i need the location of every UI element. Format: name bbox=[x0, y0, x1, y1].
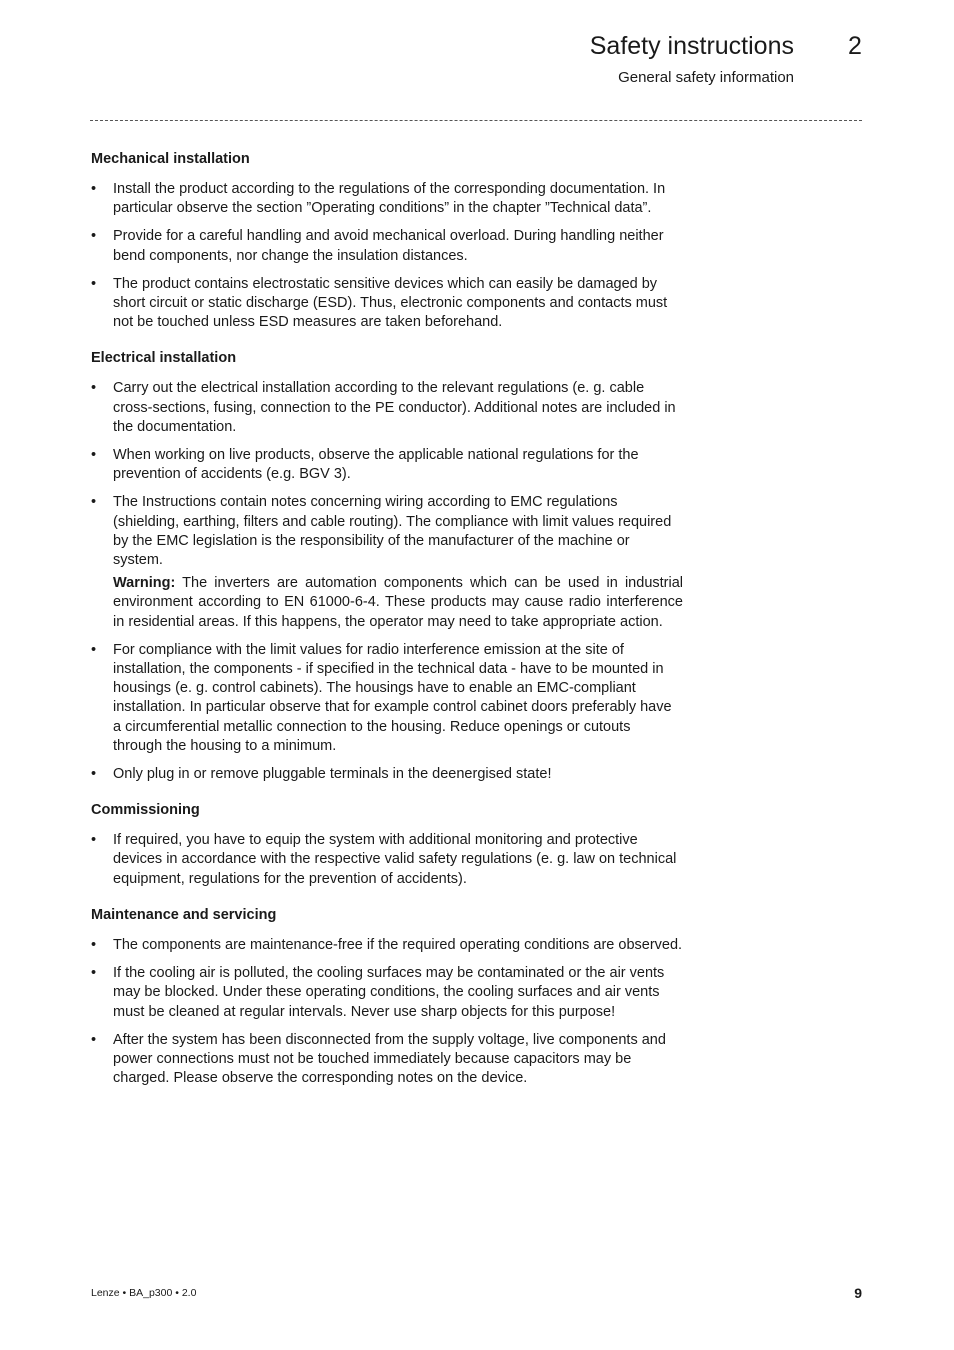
list-item bbox=[91, 180, 683, 218]
list-item bbox=[91, 641, 683, 756]
list-item bbox=[91, 446, 683, 484]
bullet-icon: • bbox=[91, 228, 97, 245]
list-item bbox=[91, 765, 683, 784]
section-electrical-installation bbox=[91, 349, 683, 784]
list-item bbox=[91, 379, 683, 437]
bullet-icon: • bbox=[91, 380, 97, 397]
bullet-list bbox=[91, 831, 683, 889]
list-item-text: If the cooling air is polluted, the cooling surfaces may be contaminated or the air vents may be blocked. Under these operating conditions, the cooling surfaces and air vents must be cleaned at regular intervals. Never use sharp objects for this purpose! bbox=[113, 965, 665, 1020]
section-subtitle: General safety information bbox=[618, 69, 794, 86]
footer-document-info: Lenze • BA_p300 • 2.0 bbox=[91, 1287, 197, 1299]
list-item-text: Only plug in or remove pluggable terminals in the deenergised state! bbox=[113, 766, 552, 783]
main-content bbox=[91, 150, 683, 1105]
section-heading: Mechanical installation bbox=[91, 151, 250, 167]
bullet-icon: • bbox=[91, 447, 97, 464]
section-heading: Maintenance and servicing bbox=[91, 906, 277, 923]
bullet-icon: • bbox=[91, 181, 97, 197]
bullet-list bbox=[91, 379, 683, 784]
list-item bbox=[91, 227, 683, 265]
list-item bbox=[91, 493, 683, 631]
warning-text: The inverters are automation components which can be used in industrial environment according to EN 61000-6-4. These products may cause radio interference in residential areas. If this happens, the operator may need to take appropriate action. bbox=[113, 575, 683, 630]
bullet-icon: • bbox=[91, 494, 97, 511]
chapter-number: 2 bbox=[848, 32, 862, 60]
bullet-list bbox=[91, 936, 683, 1088]
bullet-icon: • bbox=[91, 766, 97, 783]
list-item-text: Carry out the electrical installation according to the relevant regulations (e. g. cable cross-sections, fusing, connection to the PE conductor). Additional notes are included in the documentation. bbox=[113, 380, 676, 435]
section-maintenance-and-servicing bbox=[91, 906, 683, 1088]
list-item-text: Install the product according to the regulations of the corresponding documentation. In particular observe the section ”Operating conditions” in the chapter ”Technical data”. bbox=[113, 181, 666, 217]
list-item-text: The product contains electrostatic sensitive devices which can easily be damaged by short circuit or static discharge (ESD). Thus, electronic components and contacts must not be touched unless ESD measures are taken beforehand. bbox=[113, 275, 668, 331]
bullet-icon: • bbox=[91, 936, 97, 953]
bullet-icon: • bbox=[91, 832, 97, 849]
section-heading: Commissioning bbox=[91, 802, 200, 819]
section-mechanical-installation bbox=[91, 150, 683, 332]
bullet-icon: • bbox=[91, 641, 97, 658]
list-item-text: Provide for a careful handling and avoid mechanical overload. During handling neither bend components, nor change the insulation distances. bbox=[113, 228, 664, 264]
list-item-text: For compliance with the limit values for radio interference emission at the site of installation, the components - if specified in the technical data - have to be mounted in housings (e. g. control cabinets). The housings have to enable an EMC-compliant installation. In particular observe that for example control cabinet doors preferably have a circumferential metallic connection to the housing. Reduce openings or cutouts through the housing to a minimum. bbox=[113, 641, 672, 754]
chapter-title: Safety instructions bbox=[589, 32, 794, 60]
list-item bbox=[91, 275, 683, 333]
list-item bbox=[91, 964, 683, 1022]
section-commissioning bbox=[91, 801, 683, 889]
warning-note bbox=[113, 574, 683, 632]
section-heading: Electrical installation bbox=[91, 350, 237, 367]
bullet-icon: • bbox=[91, 965, 97, 982]
bullet-icon: • bbox=[91, 1031, 97, 1048]
list-item-text: When working on live products, observe the applicable national regulations for the prevention of accidents (e.g. BGV 3). bbox=[113, 447, 639, 483]
list-item bbox=[91, 831, 683, 889]
page-number: 9 bbox=[854, 1285, 862, 1301]
list-item-text: The components are maintenance-free if the required operating conditions are observed. bbox=[113, 936, 683, 953]
header-divider bbox=[90, 120, 862, 121]
warning-label: Warning: bbox=[113, 575, 176, 592]
bullet-icon: • bbox=[91, 275, 97, 292]
list-item-text: The Instructions contain notes concerning wiring according to EMC regulations (shielding, earthing, filters and cable routing). The compliance with limit values required by the EMC legislation is the responsibility of the manufacturer of the machine or system. bbox=[113, 494, 672, 569]
list-item-text: If required, you have to equip the system with additional monitoring and protective devices in accordance with the respective valid safety regulations (e. g. law on technical equipment, regulations for the prevention of accidents). bbox=[113, 832, 677, 887]
list-item bbox=[91, 936, 683, 955]
list-item-text: After the system has been disconnected from the supply voltage, live components and power connections must not be touched immediately because capacitors may be charged. Please observe the corresponding notes on the device. bbox=[113, 1031, 666, 1087]
bullet-list bbox=[91, 180, 683, 332]
list-item bbox=[91, 1031, 683, 1089]
